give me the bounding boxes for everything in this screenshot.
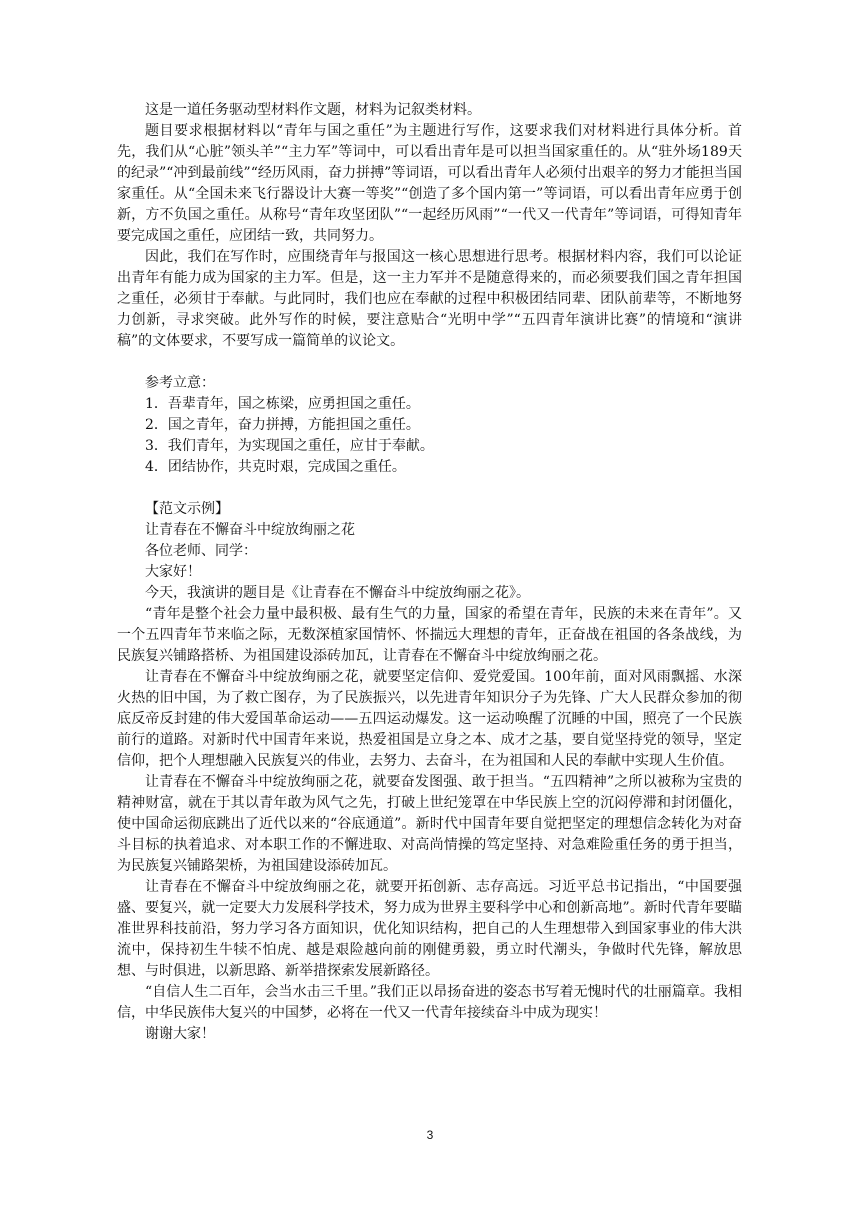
page-number: 3 <box>426 1128 434 1142</box>
reference-item: 3．我们青年，为实现国之重任，应甘于奉献。 <box>145 438 434 454</box>
document-body <box>117 100 742 1045</box>
reference-item: 4．团结协作，共克时艰，完成国之重任。 <box>145 459 406 475</box>
sample-paragraph: 让青春在不懈奋斗中绽放绚丽之花，就要坚定信仰、爱党爱国。100年前，面对风雨飘摇、水深火热的旧中国，为了救亡图存，为了民族振兴，以先进青年知识分子为先锋、广大人民群众参加的彻底反帝反封建的伟大爱国革命运动——五四运动爆发。这一运动唤醒了沉睡的中国，照亮了一个民族前行的道路。对新时代中国青年来说，热爱祖国是立身之本、成才之基，要自觉坚持党的领导，坚定信仰，把个人理想融入民族复兴的伟业，去努力、去奋斗，在为祖国和人民的奉献中实现人生价值。 <box>117 669 742 769</box>
sample-closing: 谢谢大家！ <box>145 1026 215 1042</box>
analysis-paragraph: 因此，我们在写作时，应围绕青年与报国这一核心思想进行思考。根据材料内容，我们可以论证出青年有能力成为国家的主力军。但是，这一主力军并不是随意得来的，而必须要我们国之青年担国之重任，必须甘于奉献。与此同时，我们也应在奉献的过程中积极团结同辈、团队前辈等，不断地努力创新，寻求突破。此外写作的时候，要注意贴合“光明中学”“五四青年演讲比赛”的情境和“演讲稿”的文体要求，不要写成一篇简单的议论文。 <box>117 249 742 349</box>
sample-title: 让青春在不懈奋斗中绽放绚丽之花 <box>145 522 355 538</box>
sample-greeting: 大家好！ <box>145 564 201 580</box>
reference-heading: 参考立意： <box>145 375 215 391</box>
analysis-paragraph: 题目要求根据材料以“青年与国之重任”为主题进行写作，这要求我们对材料进行具体分析。首先，我们从“心脏”领头羊”“主力军”等词中，可以看出青年是可以担当国家重任的。从“驻外场189天的纪录”“冲到最前线”“经历风雨，奋力拼搏”等词语，可以看出青年人必须付出艰辛的努力才能担当国家重任。从“全国未来飞行器设计大赛一等奖”“创造了多个国内第一”等词语，可以看出青年应勇于创新，方不负国之重任。从称号“青年攻坚团队”“一起经历风雨”“一代又一代青年”等词语，可得知青年要完成国之重任，应团结一致，共同努力。 <box>117 123 742 244</box>
sample-paragraph: “自信人生二百年，会当水击三千里。”我们正以昂扬奋进的姿态书写着无愧时代的壮丽篇章。我相信，中华民族伟大复兴的中国梦，必将在一代又一代青年接续奋斗中成为现实！ <box>117 984 742 1021</box>
reference-item: 1．吾辈青年，国之栋梁，应勇担国之重任。 <box>145 396 420 412</box>
analysis-paragraph: 这是一道任务驱动型材料作文题，材料为记叙类材料。 <box>145 102 481 118</box>
sample-heading: 【范文示例】 <box>145 501 229 517</box>
sample-intro: 今天，我演讲的题目是《让青春在不懈奋斗中绽放绚丽之花》。 <box>145 585 530 601</box>
sample-paragraph: 让青春在不懈奋斗中绽放绚丽之花，就要奋发图强、敢于担当。“五四精神”之所以被称为宝贵的精神财富，就在于其以青年敢为风气之先，打破上世纪笼罩在中华民族上空的沉闷停滞和封闭僵化，使中国命运彻底跳出了近代以来的“谷底通道”。新时代中国青年要自觉把坚定的理想信念转化为对奋斗目标的执着追求、对本职工作的不懈进取、对高尚情操的笃定坚持、对急难险重任务的勇于担当，为民族复兴铺路架桥，为祖国建设添砖加瓦。 <box>117 774 742 874</box>
reference-item: 2．国之青年，奋力拼搏，方能担国之重任。 <box>145 417 420 433</box>
sample-salutation: 各位老师、同学： <box>145 543 257 559</box>
sample-paragraph: 让青春在不懈奋斗中绽放绚丽之花，就要开拓创新、志存高远。习近平总书记指出，“中国要强盛、要复兴，就一定要大力发展科学技术，努力成为世界主要科学中心和创新高地”。新时代青年要瞄准世界科技前沿，努力学习各方面知识，优化知识结构，把自己的人生理想带入到国家事业的伟大洪流中，保持初生牛犊不怕虎、越是艰险越向前的刚健勇毅，勇立时代潮头，争做时代先锋，解放思想、与时俱进，以新思路、新举措探索发展新路径。 <box>117 879 742 979</box>
sample-paragraph: “青年是整个社会力量中最积极、最有生气的力量，国家的希望在青年，民族的未来在青年”。又一个五四青年节来临之际，无数深植家国情怀、怀揣远大理想的青年，正奋战在祖国的各条战线，为民族复兴铺路搭桥、为祖国建设添砖加瓦，让青春在不懈奋斗中绽放绚丽之花。 <box>117 606 742 664</box>
